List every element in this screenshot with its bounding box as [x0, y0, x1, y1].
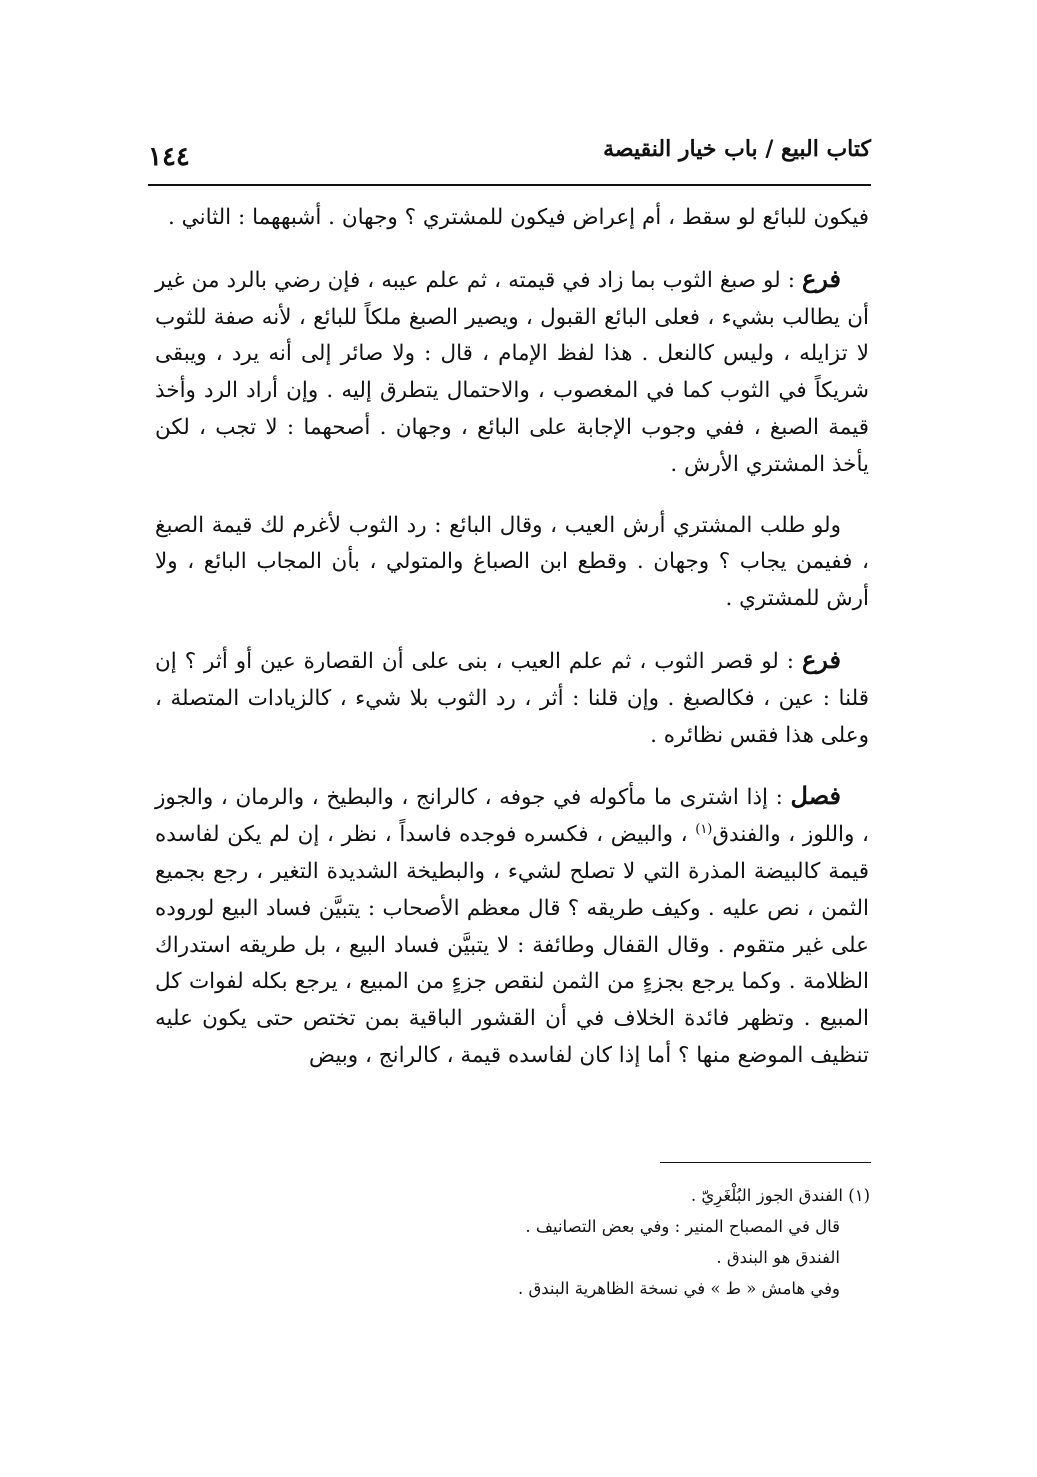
footnote-line: الفندق هو البندق .: [716, 1248, 840, 1267]
section-lead-far: فرع: [801, 263, 841, 293]
page-header: [148, 128, 871, 186]
footnote-reference[interactable]: (١): [695, 822, 713, 837]
paragraph-text: فيكون للبائع لو سقط ، أم إعراض فيكون للمشتري ؟ وجهان . أشبههما : الثاني .: [168, 205, 869, 230]
paragraph-text: ولو طلب المشتري أرش العيب ، وقال البائع : رد الثوب لأغرم لك قيمة الصبغ ، ففيمن يجاب ؟ وجهان . وقطع ابن الصباغ والمتولي ، بأن المجاب البائع ، ولا أرش للمشتري .: [155, 512, 869, 612]
paragraph-text: : إذا اشترى ما مأكوله في جوفه ، كالرانج ، والبطيخ ، والرمان ، والجوز ، واللوز ، والفندق: [155, 785, 869, 848]
main-text: [155, 200, 869, 1099]
footnote-line: وفي هامش « ط » في نسخة الظاهرية البندق .: [517, 1279, 840, 1298]
paragraph-2: [155, 261, 869, 484]
paragraph-text: : لو صبغ الثوب بما زاد في قيمته ، ثم علم عيبه ، فإن رضي بالرد من غير أن يطالب بشيء ، فعلى البائع القبول ، ويصير الصبغ ملكاً للبائع ، لأنه صفة للثوب لا تزايله ، وليس كالنعل . هذا لفظ الإمام ، قال : ولا صائر إلى أنه يرد ، ويبقى شريكاً في الثوب كما في المغصوب ، والاحتمال يتطرق إليه . وإن أراد الرد وأخذ قيمة الصبغ ، ففي وجوب الإجابة على البائع ، وجهان . أصحهما : لا تجب ، لكن يأخذ المشتري الأرش .: [155, 267, 869, 477]
footnote-divider: [660, 1162, 871, 1163]
paragraph-5: [155, 778, 869, 1074]
footnotes: [300, 1180, 870, 1304]
paragraph-3: [155, 508, 869, 618]
page-number: ١٤٤: [148, 142, 190, 172]
section-lead-far: فرع: [801, 644, 841, 674]
footnote-1: (١) الفندق الجوز البُلْغَرِيّ .: [690, 1186, 870, 1205]
paragraph-4: [155, 642, 869, 754]
footnote-line: قال في المصباح المنير : وفي بعض التصانيف .: [525, 1217, 840, 1236]
paragraph-text-continued: ، والبيض ، فكسره فوجده فاسداً ، نظر ، إن لم يكن لفاسده قيمة كالبيضة المذرة التي لا تصلح لشيء ، والبطيخة الشديدة التغير ، رجع بجميع الثمن ، نص عليه . وكيف طريقه ؟ قال معظم الأصحاب : يتبيَّن فساد البيع لوروده على غير متقوم . وقال القفال وطائفة : لا يتبيَّن فساد البيع ، بل طريقه استدراك الظلامة . وكما يرجع بجزءٍ من الثمن لنقص جزءٍ من المبيع ، يرجع بكله لفوات كل المبيع . وتظهر فائدة الخلاف في أن القشور الباقية بمن تختص حتى يكون عليه تنظيف الموضع منها ؟ أما إذا كان لفاسده قيمة ، كالرانج ، وبيض: [155, 822, 869, 1068]
section-lead-fasl: فصل: [790, 781, 841, 811]
paragraph-text: : لو قصر الثوب ، ثم علم العيب ، بنى على أن القصارة عين أو أثر ؟ إن قلنا : عين ، فكالصبغ . وإن قلنا : أثر ، رد الثوب بلا شيء ، كالزيادات المتصلة ، وعلى هذا فقس نظائره .: [155, 648, 869, 748]
paragraph-1: [155, 200, 869, 237]
running-title: كتاب البيع / باب خيار النقيصة: [603, 136, 871, 162]
